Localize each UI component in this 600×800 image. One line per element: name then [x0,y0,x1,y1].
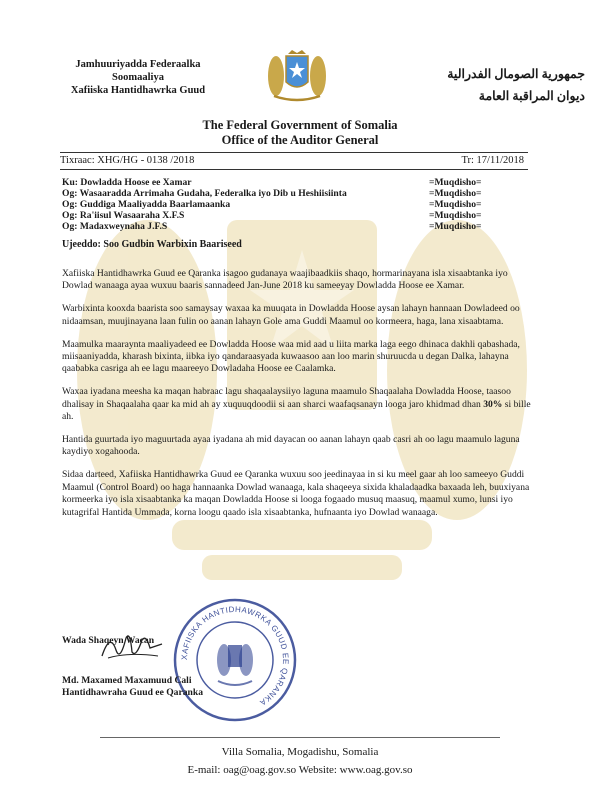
official-stamp-icon [170,595,300,725]
deduction-percentage: 30% [483,398,503,410]
reference-number: Tixraac: XHG/HG - 0138 /2018 [60,155,195,166]
paragraph-text: si bille ah. [62,398,531,423]
addressee-city: =Muqdisho= [429,199,482,210]
closing-phrase: Wada Shaqeyn Wacan [62,635,155,646]
header-arabic-block [425,63,585,107]
footer-contact: E-mail: oag@oag.gov.so Website: www.oag.gov.so [187,764,413,776]
title-line: Office of the Auditor General [221,133,379,147]
footer-address: Villa Somalia, Mogadishu, Somalia [221,746,379,758]
addressee-city: =Muqdisho= [429,210,482,221]
body-paragraph: Xafiiska Hantidhawrka Guud ee Qaranka isagoo gudanaya waajibaadkiis shaqo, hormarinayana isla xisaabtanka iyo Dowlad wanaaga ayaa wuxuu baaris sannadeed Jan-June 2018 ku sameeyay Dowladda Hoose ee Xamar. [62,268,508,292]
addressee-row [62,221,532,232]
letter-subject: Ujeeddo: Soo Gudbin Warbixin Baariseed [62,239,242,250]
header-line: Xafiiska Hantidhawrka Guud [70,85,206,96]
addressee-city: =Muqdisho= [429,188,482,199]
addressee-row [62,177,532,188]
header-arabic-line: ديوان المراقبة العامة [478,89,585,103]
addressee-row [62,188,532,199]
body-paragraph: Maamulka maaraynta maaliyadeed ee Dowladda Hoose waa mid aad u liita marka laga eego dhinaca dakhli qabashada, miisaaniyadda, kharash bixinta, iibka iyo qandaraasyada kuwaasoo aan loo marin shuruucda u degan Dalka, lahayna qaababka casriga ah ee lagu maareeyo Dowladaha Hoose ee Caalamka. [62,338,520,375]
footer [100,737,500,779]
signature-icon [98,628,168,664]
signer-name: Md. Maxamed Maxamuud Cali [62,675,192,686]
reference-line [60,152,528,170]
letter-body [62,268,532,530]
addressee-name: Og: Ra'iisul Wasaaraha X.F.S [62,210,185,221]
body-paragraph: Warbixinta kooxda baarista soo samaysay waxaa ka muuqata in Dowladda Hoose aysan lahayn hannaan Dowladeed oo nidaamsan, muujinayana laan fulin oo aanan lahayn Gole ama Guddi Maamul oo kormeera, haga, lana xisaabtama. [62,303,520,327]
addressee-name: Og: Guddiga Maaliyadda Baarlamaanka [62,199,231,210]
header-somali-block [38,58,238,97]
addressee-name: Ku: Dowladda Hoose ee Xamar [62,177,192,188]
letter-date: Tr: 17/11/2018 [461,155,524,166]
body-paragraph: Hantida guurtada iyo maguurtada ayaa iyadana ah mid dayacan oo aanan lahayn qaab casri ah oo lagu maamulo laguna kaydiyo xogahooda. [62,434,520,458]
header-arabic-line: جمهورية الصومال الفدرالية [447,67,585,81]
addressee-name: Og: Wasaaradda Arrimaha Gudaha, Federalka iyo Dib u Heshiisiinta [62,188,347,199]
addressee-row [62,210,532,221]
addressee-city: =Muqdisho= [429,177,482,188]
addressee-name: Og: Madaxweynaha J.F.S [62,221,168,232]
coat-of-arms-icon [266,48,328,104]
paragraph-text: Waxaa iyadana meesha ka maqan habraac lagu shaqaalaysiiyo laguna maamulo Shaqaalaha Dowladda Hoose, taasoo dhalisay in Shaqaalaha qaar ka mid ah ay xuquuqdoodii si aan sharci waafaqsanayn looga jaro khidmad dhan [62,386,511,410]
addressee-city: =Muqdisho= [429,221,482,232]
signer-block [62,675,203,699]
header-line: Jamhuuriyadda Federaalka [75,59,201,70]
body-paragraph: Sidaa darteed, Xafiiska Hantidhawrka Guud ee Qaranka wuxuu soo jeedinayaa in si ku meel gaar ah loo sameeyo Guddi Maamul (Control Board) oo haga hannaanka Dowlad wanaaga, kala shaqeeya sixida khaladaadka baxaada leh, buuxiyana kormeerka iyo isla xisaabtanka ka maqan Dowladda Hoose si looga fogaado musuq maasuq, maamul xumo, lunsi iyo kutagrifal Hantida Ummada, korna loogu qaado isla xisaabtanka, hufnaanta iyo Dowlad wanaaga. [62,469,530,518]
title-line: The Federal Government of Somalia [202,118,398,132]
letterhead-title [150,118,450,148]
header-line: Soomaaliya [112,72,164,83]
stamp-text: XAFIISKA HANTIDHAWRKA GUUD EE QARANKA [179,604,291,708]
addressee-list [62,177,532,232]
signer-title: Hantidhawraha Guud ee Qaranka [62,687,204,698]
addressee-row [62,199,532,210]
body-paragraph [62,386,532,423]
